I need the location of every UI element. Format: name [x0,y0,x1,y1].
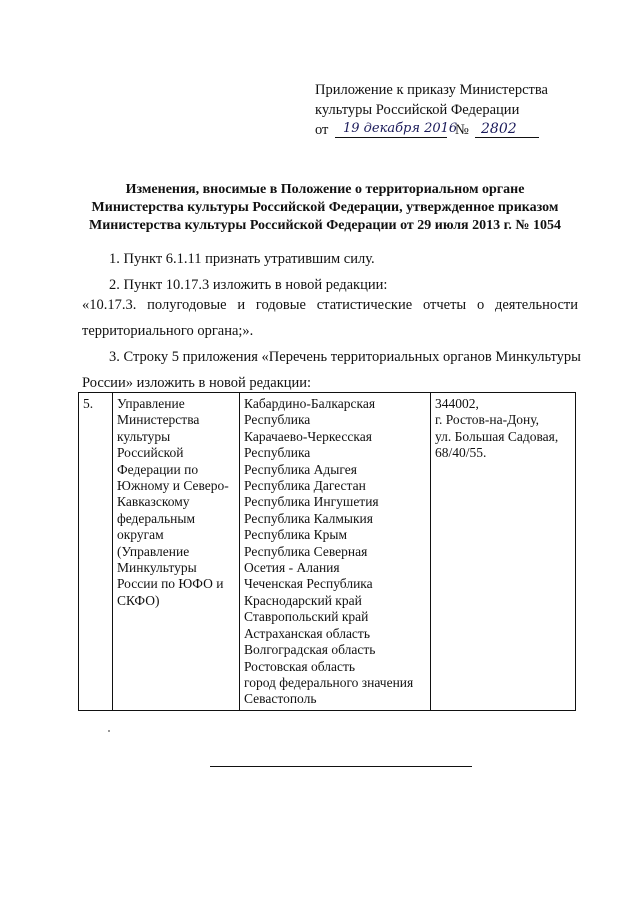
order-date-number-line [315,120,575,142]
body-name-line: Минкультуры [117,560,197,576]
from-label: от [315,122,329,138]
address-line: ул. Большая Садовая, [435,428,559,444]
row-number-cell [79,393,113,711]
body-name-line: Федерации по [117,461,199,477]
body-name-line: Российской [117,445,184,461]
region-line: Карачаево-Черкесская [244,428,372,444]
region-line: Севастополь [244,691,317,707]
region-line: Республика Северная [244,543,368,559]
body-name-line: (Управление [117,543,190,559]
table-row [79,393,576,711]
region-line: Республика Крым [244,527,348,543]
handwritten-date: 19 декабря 2016 [343,121,458,136]
region-line: Краснодарский край [244,592,362,608]
address-line: 68/40/55. [435,445,487,461]
regions-cell [240,393,431,711]
body-name-line: округам [117,527,164,543]
address-line: г. Ростов-на-Дону, [435,412,540,428]
region-line: Чеченская Республика [244,576,373,592]
region-line: Республика Дагестан [244,478,366,494]
region-line: Республика [244,445,311,461]
region-line: Кабардино-Балкарская [244,396,376,411]
body-name-line: Южному и Северо- [117,478,229,494]
region-line: Республика [244,412,311,428]
body-name-line: Управление [117,396,185,411]
territorial-body-table [78,392,576,711]
region-line: Республика Ингушетия [244,494,379,510]
body-name-line: СКФО) [117,592,160,608]
region-line: Республика Калмыкия [244,510,373,526]
address-line: 344002, [435,396,479,411]
quote-line-2: территориального органа;». [82,323,254,339]
region-line: город федерального значения [244,674,414,690]
title-line-2: Министерства культуры Российской Федерации, утвержденное приказом [91,200,559,215]
appendix-line-2: культуры Российской Федерации [315,102,520,118]
row-number: 5. [83,396,94,411]
number-label: № [455,122,469,138]
region-line: Республика Адыгея [244,461,357,477]
region-line: Ростовская область [244,658,355,674]
body-name-line: культуры [117,428,171,444]
quote-line-1: «10.17.3. полугодовые и годовые статистические отчеты о деятельности [82,297,578,313]
appendix-header [315,80,575,142]
body-name-line: Кавказскому [117,494,190,510]
item-2: 2. Пункт 10.17.3 изложить в новой редакции: [109,277,388,293]
item-1: 1. Пункт 6.1.11 признать утратившим силу. [109,251,375,267]
handwritten-number: 2802 [481,121,517,137]
title-line-3: Министерства культуры Российской Федерации от 29 июля 2013 г. № 1054 [89,218,561,233]
address-cell [431,393,576,711]
item-3-line-1: 3. Строку 5 приложения «Перечень территориальных органов Минкультуры [109,349,581,365]
region-line: Астраханская область [244,625,370,641]
region-line: Ставропольский край [244,609,369,625]
item-3-line-2: России» изложить в новой редакции: [82,375,312,391]
body-name-line: России по ЮФО и [117,576,224,592]
bottom-rule [210,766,472,767]
region-line: Волгоградская область [244,642,376,658]
body-name-cell [113,393,240,711]
region-line: Осетия - Алания [244,560,340,576]
title-line-1: Изменения, вносимые в Положение о территориальном органе [125,182,525,197]
document-title [70,181,580,235]
scan-speck [108,730,110,732]
body-name-line: федеральным [117,510,196,526]
body-name-line: Министерства [117,412,200,428]
appendix-line-1: Приложение к приказу Министерства [315,82,548,98]
